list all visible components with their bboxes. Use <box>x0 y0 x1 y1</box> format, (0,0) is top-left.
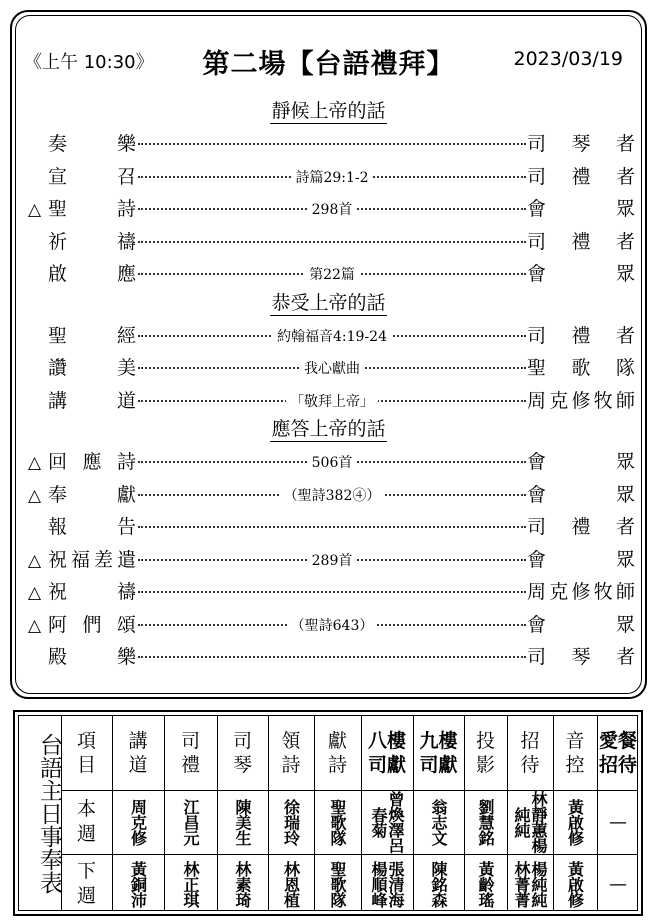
order-item-note <box>138 358 526 378</box>
order-item-name <box>28 259 136 286</box>
order-item-name-char: 聖 <box>48 324 68 347</box>
order-item-note <box>138 485 526 505</box>
order-item-leader <box>527 353 635 380</box>
order-item-leader <box>527 512 635 539</box>
dotted-leader <box>138 591 526 593</box>
order-item-leader-char: 修 <box>571 389 591 412</box>
order-item-leader-char: 克 <box>549 389 569 412</box>
roster-header-cell <box>217 716 268 790</box>
roster-header-cell <box>164 716 217 790</box>
order-item-mark: △ <box>28 615 42 636</box>
order-item-leader-char: 眾 <box>615 198 635 220</box>
roster-header-line: 招待 <box>598 754 637 776</box>
order-item-name-char: 福 <box>70 548 90 571</box>
order-item-name-text <box>42 321 136 348</box>
order-item-name-char: 道 <box>116 389 136 412</box>
section-heading <box>16 96 641 123</box>
roster-header-char: 詩 <box>327 754 347 776</box>
roster-cell-names: 聖歌隊 <box>328 798 347 846</box>
order-item-leader-char: 者 <box>615 324 635 347</box>
order-item-mark: △ <box>28 453 42 473</box>
roster-cell-names: 周克修 <box>128 798 148 846</box>
order-item-name <box>28 545 136 572</box>
section-heading-text: 恭受上帝的話 <box>271 291 386 314</box>
order-item-leader-char: 會 <box>527 613 547 636</box>
service-time: 《上午 10:30》 <box>24 52 154 73</box>
order-item-name <box>28 447 136 474</box>
roster-header-cell <box>361 716 413 790</box>
roster-cell <box>164 854 217 914</box>
order-item <box>16 317 653 349</box>
roster-cell <box>361 854 413 914</box>
order-item-name-text <box>42 386 136 413</box>
order-item-name-text <box>42 353 136 380</box>
order-item <box>16 255 653 287</box>
order-item-leader-char: 師 <box>615 581 635 603</box>
order-item-name-char: 差 <box>93 548 113 571</box>
order-item-name <box>28 577 136 604</box>
order-item-leader-char: 禮 <box>571 516 591 538</box>
order-item-name-char: 經 <box>116 324 136 347</box>
order-item-name-char: 美 <box>116 357 136 379</box>
roster-header-char: 項 <box>76 730 96 752</box>
roster-cell-names: 陳銘森 <box>429 860 448 908</box>
roster-header-cell <box>413 716 464 790</box>
order-item-leader-char: 者 <box>615 165 635 188</box>
order-item-name-char: 們 <box>82 613 102 636</box>
order-item-name-text <box>42 259 136 286</box>
order-item-name-char: 詩 <box>116 451 136 473</box>
dotted-leader <box>138 656 526 658</box>
order-item-leader-char: 司 <box>527 516 547 538</box>
order-item <box>16 476 653 508</box>
roster-header-char: 目 <box>76 754 96 776</box>
roster-header-char: 控 <box>565 754 585 776</box>
roster-header-line: 司獻 <box>367 754 406 776</box>
order-item-leader-char: 眾 <box>615 263 635 285</box>
order-item-name-text <box>42 129 136 156</box>
order-item-name-char: 奏 <box>48 133 68 155</box>
roster-header-line: 九樓 <box>419 730 458 752</box>
order-item-name-char: 阿 <box>48 613 68 636</box>
order-item-leader-char: 眾 <box>615 483 635 506</box>
order-item-name <box>28 227 136 254</box>
order-item <box>16 190 653 222</box>
order-item-name-text <box>42 512 136 539</box>
roster-cell <box>413 790 464 854</box>
order-item-leader-char: 聖 <box>527 357 547 379</box>
order-item-name-char: 講 <box>48 389 68 412</box>
order-item <box>16 125 653 157</box>
roster-cell-names: 陳美生 <box>233 798 252 846</box>
roster-cell <box>217 790 268 854</box>
order-item-name-text <box>42 610 136 637</box>
roster-cell-names: 張清海楊順峰 <box>369 860 405 908</box>
roster-header-char: 領 <box>281 730 301 752</box>
order-item-leader <box>527 642 635 669</box>
order-item-leader-char: 眾 <box>615 613 635 636</box>
order-item-leader-char: 周 <box>527 581 547 603</box>
order-item-leader-char: 者 <box>615 516 635 538</box>
roster-cell-names: 劉慧銘 <box>476 798 495 846</box>
order-item-name <box>28 129 136 156</box>
order-item-name-text <box>42 577 136 604</box>
order-item <box>16 382 653 414</box>
order-item-note <box>138 264 526 284</box>
order-item <box>16 158 653 190</box>
order-item-leader-char: 牧 <box>593 581 613 603</box>
order-item-leader-char: 者 <box>615 133 635 155</box>
order-item-name-text <box>42 480 136 507</box>
roster-header-cell <box>597 716 639 790</box>
roster-header-char: 禮 <box>180 754 200 776</box>
order-item-note <box>138 615 526 635</box>
roster-cell <box>112 854 164 914</box>
order-item-leader-char: 會 <box>527 483 547 506</box>
roster-cell <box>507 854 553 914</box>
roster-cell <box>217 854 268 914</box>
order-item-name-char: 頌 <box>116 613 136 636</box>
roster-header-char: 講 <box>128 730 148 752</box>
order-item-leader <box>527 386 635 413</box>
order-item-leader-char: 會 <box>527 263 547 285</box>
roster-cell <box>314 790 361 854</box>
roster-header-line: 愛餐 <box>598 730 637 752</box>
order-item-leader-char: 眾 <box>615 548 635 571</box>
dotted-leader <box>138 526 526 528</box>
order-item-name-text <box>42 194 136 221</box>
order-item-note-text: 第22篇 <box>305 267 359 283</box>
roster-cell <box>413 854 464 914</box>
order-item-leader-char: 會 <box>527 451 547 473</box>
order-item <box>16 606 653 638</box>
order-item-leader-char: 琴 <box>571 646 591 668</box>
order-item-name-char: 詩 <box>116 198 136 220</box>
roster-table <box>13 710 643 916</box>
order-item-name-char: 告 <box>116 516 136 538</box>
roster-cell <box>553 854 597 914</box>
roster-header-cell <box>464 716 507 790</box>
roster-header-cell <box>112 716 164 790</box>
roster-header-cell <box>314 716 361 790</box>
roster-cell-names: 林正琪 <box>181 860 200 908</box>
order-item-name-char: 聖 <box>48 198 68 220</box>
order-item-name <box>28 512 136 539</box>
order-item-note-text: 約翰福音4:19-24 <box>273 329 391 345</box>
order-item-name <box>28 194 136 221</box>
order-item <box>16 508 653 540</box>
order-item-leader-char: 修 <box>571 581 591 603</box>
order-item-note-text: （聖詩643） <box>287 618 378 634</box>
order-item-name-char: 召 <box>116 165 136 188</box>
order-item-leader-char: 禮 <box>571 324 591 347</box>
dotted-leader <box>138 241 526 243</box>
order-item-leader-char: 司 <box>527 230 547 253</box>
order-item-name-char: 禱 <box>116 581 136 603</box>
roster-row-label-char: 週 <box>76 823 96 845</box>
roster-row-label-char: 本 <box>76 798 96 820</box>
order-item-name-text <box>42 227 136 254</box>
order-item-note-text: 289首 <box>308 553 357 569</box>
order-item <box>16 573 653 605</box>
order-item-name <box>28 642 136 669</box>
order-item-leader <box>527 480 635 507</box>
roster-cell <box>597 790 639 854</box>
order-item-leader-char: 司 <box>527 324 547 347</box>
roster-cell <box>597 854 639 914</box>
order-item-leader-char: 司 <box>527 646 547 668</box>
order-item-name-text <box>42 642 136 669</box>
roster-cell <box>268 854 314 914</box>
service-title: 第二場【台語禮拜】 <box>202 49 455 80</box>
dotted-leader <box>138 143 526 145</box>
order-item-leader <box>527 577 635 604</box>
order-item-name-text <box>42 545 136 572</box>
order-item-mark: △ <box>28 485 42 506</box>
order-item-leader-char: 者 <box>615 646 635 668</box>
order-item-name <box>28 321 136 348</box>
order-item-name-char: 遣 <box>116 548 136 571</box>
order-item-note-text: 我心獻曲 <box>300 361 364 377</box>
order-item-note-text: 詩篇29:1-2 <box>291 170 372 186</box>
order-item-leader <box>527 162 635 189</box>
roster-row-label <box>61 854 112 914</box>
order-item-leader-char: 會 <box>527 198 547 220</box>
order-of-worship <box>10 10 647 699</box>
order-item-name-char: 奉 <box>48 483 68 506</box>
roster-cell <box>164 790 217 854</box>
order-item-name <box>28 610 136 637</box>
order-item-note <box>138 326 526 346</box>
order-item-leader <box>527 194 635 221</box>
section-heading <box>16 288 641 315</box>
order-item-leader-char: 克 <box>549 581 569 603</box>
roster-cell-names: 楊純純林菁菁 <box>512 860 548 908</box>
order-item-name-char: 祈 <box>48 230 68 253</box>
section-heading-text: 靜候上帝的話 <box>271 100 386 122</box>
order-item-name <box>28 480 136 507</box>
order-item-leader-char: 司 <box>527 133 547 155</box>
roster-cell-dash: — <box>609 811 627 833</box>
order-item-note <box>138 452 526 472</box>
roster-header-line: 八樓 <box>367 730 406 752</box>
order-item-note-text: 506首 <box>308 455 357 471</box>
roster-row-label-char: 下 <box>76 860 96 882</box>
order-item-name <box>28 353 136 380</box>
roster-cell-names: 黃啟修 <box>565 798 585 846</box>
roster-title: 台語主日事奉表 <box>36 733 62 894</box>
order-item-leader-char: 歌 <box>571 357 591 379</box>
roster-cell <box>553 790 597 854</box>
order-item-note-text: 「敬拜上帝」 <box>286 394 378 410</box>
order-item-mark: △ <box>28 200 42 220</box>
order-item-leader-char: 會 <box>527 548 547 571</box>
order-item-note <box>138 391 526 411</box>
roster-cell-names: 翁志文 <box>429 798 448 846</box>
order-item-name-text <box>42 447 136 474</box>
order-item-leader-char: 周 <box>527 389 547 412</box>
roster-header-char: 音 <box>565 730 585 752</box>
roster-cell-names: 林恩植 <box>281 860 301 908</box>
order-item-leader-char: 禮 <box>571 230 591 253</box>
order-item <box>16 349 653 381</box>
order-item-name-char: 祝 <box>48 581 68 603</box>
order-item-leader-char: 禮 <box>571 165 591 188</box>
order-item-leader <box>527 227 635 254</box>
roster-header-char: 獻 <box>327 730 347 752</box>
order-item-leader-char: 牧 <box>593 389 613 412</box>
order-item-note-text: 298首 <box>308 202 357 218</box>
roster-header-cell <box>61 716 112 790</box>
roster-cell <box>112 790 164 854</box>
roster-header-char: 司 <box>180 730 200 752</box>
roster-header-char: 影 <box>475 754 495 776</box>
order-item-name-char: 樂 <box>116 133 136 155</box>
roster-row-label-char: 週 <box>76 885 96 907</box>
order-item-note <box>138 199 526 219</box>
order-item <box>16 638 653 670</box>
roster-header-cell <box>507 716 553 790</box>
roster-cell <box>314 854 361 914</box>
order-item-name-char: 樂 <box>116 646 136 668</box>
roster-cell-names: 黃齡瑤 <box>476 860 495 908</box>
order-item-name <box>28 162 136 189</box>
order-item-leader-char: 眾 <box>615 451 635 473</box>
roster-cell-names: 徐瑞玲 <box>281 798 301 846</box>
order-item-note <box>138 550 526 570</box>
order-item-name-char: 應 <box>82 451 102 473</box>
order-item-leader-char: 師 <box>615 389 635 412</box>
order-item-leader-char: 司 <box>527 165 547 188</box>
roster-header-char: 投 <box>475 730 495 752</box>
order-item-leader <box>527 447 635 474</box>
order-item-mark: △ <box>28 550 42 571</box>
order-item-mark: △ <box>28 583 42 603</box>
roster-cell-names: 江昌元 <box>181 798 200 846</box>
order-item-name-char: 讚 <box>48 357 68 379</box>
order-of-worship-inner-border <box>15 15 642 694</box>
order-item-name-text <box>42 162 136 189</box>
roster-header-char: 詩 <box>281 754 301 776</box>
roster-cell-names: 曾煥澤呂春菊 <box>369 791 405 853</box>
roster-header-char: 司 <box>232 730 252 752</box>
section-heading <box>16 414 641 441</box>
roster-cell <box>464 790 507 854</box>
order-item-name <box>28 386 136 413</box>
order-item-leader <box>527 129 635 156</box>
order-item-name-char: 殿 <box>48 646 68 668</box>
section-heading-text: 應答上帝的話 <box>271 418 386 440</box>
order-item-name-char: 啟 <box>48 263 68 285</box>
roster-inner-border <box>18 715 638 911</box>
roster-header-char: 招 <box>520 730 540 752</box>
roster-cell-names: 林靜蕙楊純純 <box>512 791 548 853</box>
roster-cell <box>464 854 507 914</box>
order-item-leader-char: 者 <box>615 230 635 253</box>
roster-header-char: 琴 <box>232 754 252 776</box>
roster-row-label <box>61 790 112 854</box>
roster-cell-names: 黃銅沛 <box>128 860 148 908</box>
roster-cell <box>507 790 553 854</box>
order-item-name-char: 回 <box>48 451 68 473</box>
roster-cell-names: 聖歌隊 <box>328 860 347 908</box>
order-item-note <box>138 167 526 187</box>
roster-header-cell <box>268 716 314 790</box>
roster-cell-dash: — <box>609 873 627 895</box>
roster-header-char: 道 <box>128 754 148 776</box>
order-item-leader <box>527 259 635 286</box>
order-item-leader <box>527 545 635 572</box>
roster-cell-names: 林素琦 <box>233 860 252 908</box>
order-item <box>16 223 653 255</box>
roster-header-cell <box>553 716 597 790</box>
roster-cell <box>268 790 314 854</box>
roster-cell <box>361 790 413 854</box>
order-item <box>16 443 653 475</box>
order-item-name-char: 祝 <box>48 548 68 571</box>
order-item-note-text: （聖詩382④） <box>280 488 385 504</box>
order-item <box>16 541 653 573</box>
order-item-name-char: 禱 <box>116 230 136 253</box>
roster-cell-names: 黃啟修 <box>565 860 585 908</box>
roster-header-char: 待 <box>520 754 540 776</box>
order-item-leader <box>527 610 635 637</box>
service-date: 2023/03/19 <box>513 48 623 70</box>
order-item-leader <box>527 321 635 348</box>
order-item-name-char: 應 <box>116 263 136 285</box>
roster-header-line: 司獻 <box>419 754 458 776</box>
order-item-name-char: 宣 <box>48 165 68 188</box>
order-item-name-char: 報 <box>48 516 68 538</box>
order-item-leader-char: 隊 <box>615 357 635 379</box>
order-item-name-char: 獻 <box>116 483 136 506</box>
order-item-leader-char: 琴 <box>571 133 591 155</box>
